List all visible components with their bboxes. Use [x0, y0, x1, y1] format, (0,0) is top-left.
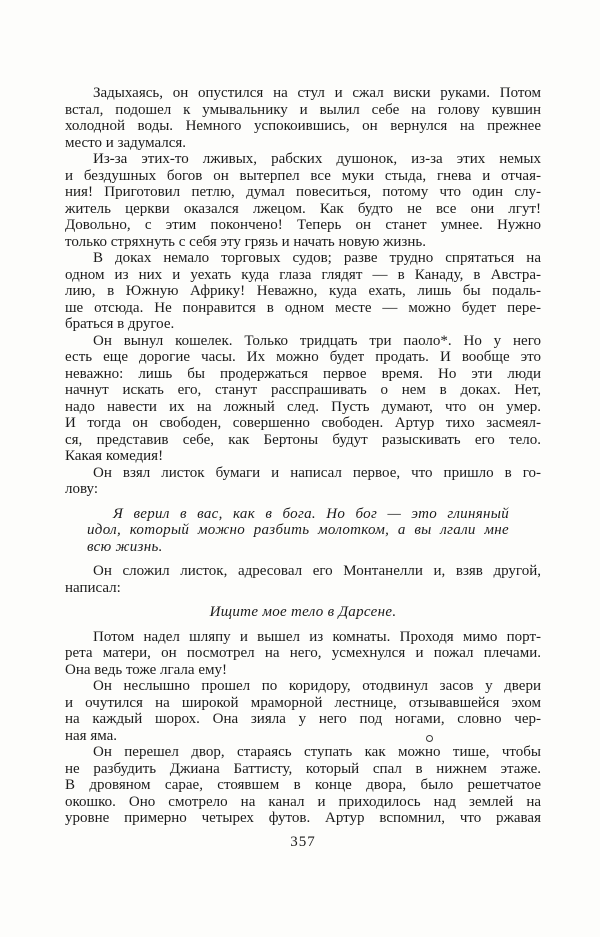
text-line: всю жизнь. [87, 538, 163, 555]
paragraph [65, 678, 541, 744]
text-line: неважно: лишь бы продержаться первое время. Но эти люди [65, 365, 541, 382]
text-line: рета матери, он посмотрел на него, усмехнулся и пожал плечами. [65, 645, 541, 661]
paragraph [65, 85, 541, 151]
text-line: Он вынул кошелек. Только тридцать три паоло*. Но у него [93, 332, 541, 349]
text-line: ше отсюда. Не понравится в одном месте — можно будет пере- [65, 299, 541, 316]
text-line: Он сложил листок, адресовал его Монтанелли и, взяв другой, [93, 563, 541, 579]
text-line: Я верил в вас, как в бога. Но бог — это глиняный [113, 505, 509, 522]
text-line: В дровяном сарае, стоявшем в конце двора, было решетчатое [65, 777, 541, 793]
text-line: на каждый шорох. Она зияла у него под ногами, словно чер- [65, 711, 541, 727]
paragraph [65, 604, 541, 621]
text-line: не разбудить Джиана Баттисту, который спал в нижнем этаже. [65, 760, 541, 777]
text-line: ния! Приготовил петлю, думал повеситься, потому что один слу- [65, 184, 541, 200]
text-line: есть еще дорогие часы. Их можно будет продать. И вообще это [65, 349, 541, 365]
text-line: лию, в Южную Африку! Неважно, куда ехать, лишь бы подаль- [65, 283, 541, 299]
text-line: Ищите мое тело в Дарсене. [209, 604, 397, 620]
text-line: Какая комедия! [65, 448, 164, 464]
text-line: идол, который можно разбить молотком, а вы лгали мне [87, 522, 509, 538]
text-line: надо навести их на ложный след. Пусть думают, что он умер. [65, 398, 541, 415]
paragraph [65, 250, 541, 333]
paragraph [65, 563, 541, 596]
text-line: холодной воды. Немного успокоившись, он вернулся на прежнее [65, 118, 541, 134]
text-line: И тогда он свободен, совершенно свободен. Артур тихо засмеял- [65, 415, 541, 431]
page-number: 357 [290, 833, 316, 850]
text-line: место и задумался. [65, 134, 187, 151]
text-line: Довольно, с этим покончено! Теперь он станет умнее. Нужно [65, 217, 541, 233]
text-line: лову: [65, 481, 99, 497]
paragraph [65, 151, 541, 250]
paragraph [87, 506, 509, 556]
text-line: написал: [65, 579, 121, 596]
text-line: окошко. Оно смотрело на канал и приходилось над землей на [65, 793, 541, 810]
text-line: и очутился на широкой мраморной лестнице, отзывавшейся эхом [65, 694, 541, 711]
text-line: ся, представив себе, как Бертоны будут разыскивать его тело. [65, 431, 541, 448]
text-line: и бездушных богов он вытерпел все муки стыда, гнева и отчая- [65, 167, 541, 184]
paragraph [65, 629, 541, 679]
text-line: уровне примерно четырех футов. Артур вспомнил, что ржавая [65, 810, 541, 826]
text-line: Задыхаясь, он опустился на стул и сжал виски руками. Потом [93, 85, 541, 101]
text-line: Из-за этих-то лживых, рабских душонок, из-за этих немых [93, 151, 541, 167]
paragraph [65, 333, 541, 465]
text-line: только стряхнуть с себя эту грязь и начать новую жизнь. [65, 233, 426, 250]
text-line: встал, подошел к умывальнику и вылил себе на голову кувшин [65, 101, 541, 118]
text-line: Потом надел шляпу и вышел из комнаты. Проходя мимо порт- [93, 628, 541, 645]
text-line: Он взял листок бумаги и написал первое, что пришло в го- [93, 464, 541, 481]
text-line: Он неслышно прошел по коридору, отодвинул засов у двери [93, 678, 541, 694]
text-line: ная яма. [65, 727, 118, 744]
text-line: Она ведь тоже лгала ему! [65, 661, 227, 678]
text-line: житель церкви оказался лжецом. Как будто не все они лгут! [65, 200, 541, 217]
text-line: браться в другое. [65, 316, 175, 332]
text-line: Он перешел двор, стараясь ступать как можно тише, чтобы [93, 744, 541, 760]
paragraph [65, 465, 541, 498]
paragraph [65, 744, 541, 827]
text-line: начнут искать его, станут расспрашивать о нем в доках. Нет, [65, 382, 541, 398]
text-line: В доках немало торговых судов; разве трудно спрятаться на [93, 250, 541, 266]
scan-speck-artifact [426, 735, 433, 742]
text-block [65, 85, 541, 850]
text-line: одном из них и уехать куда глаза глядят — в Канаду, в Австра- [65, 266, 541, 283]
